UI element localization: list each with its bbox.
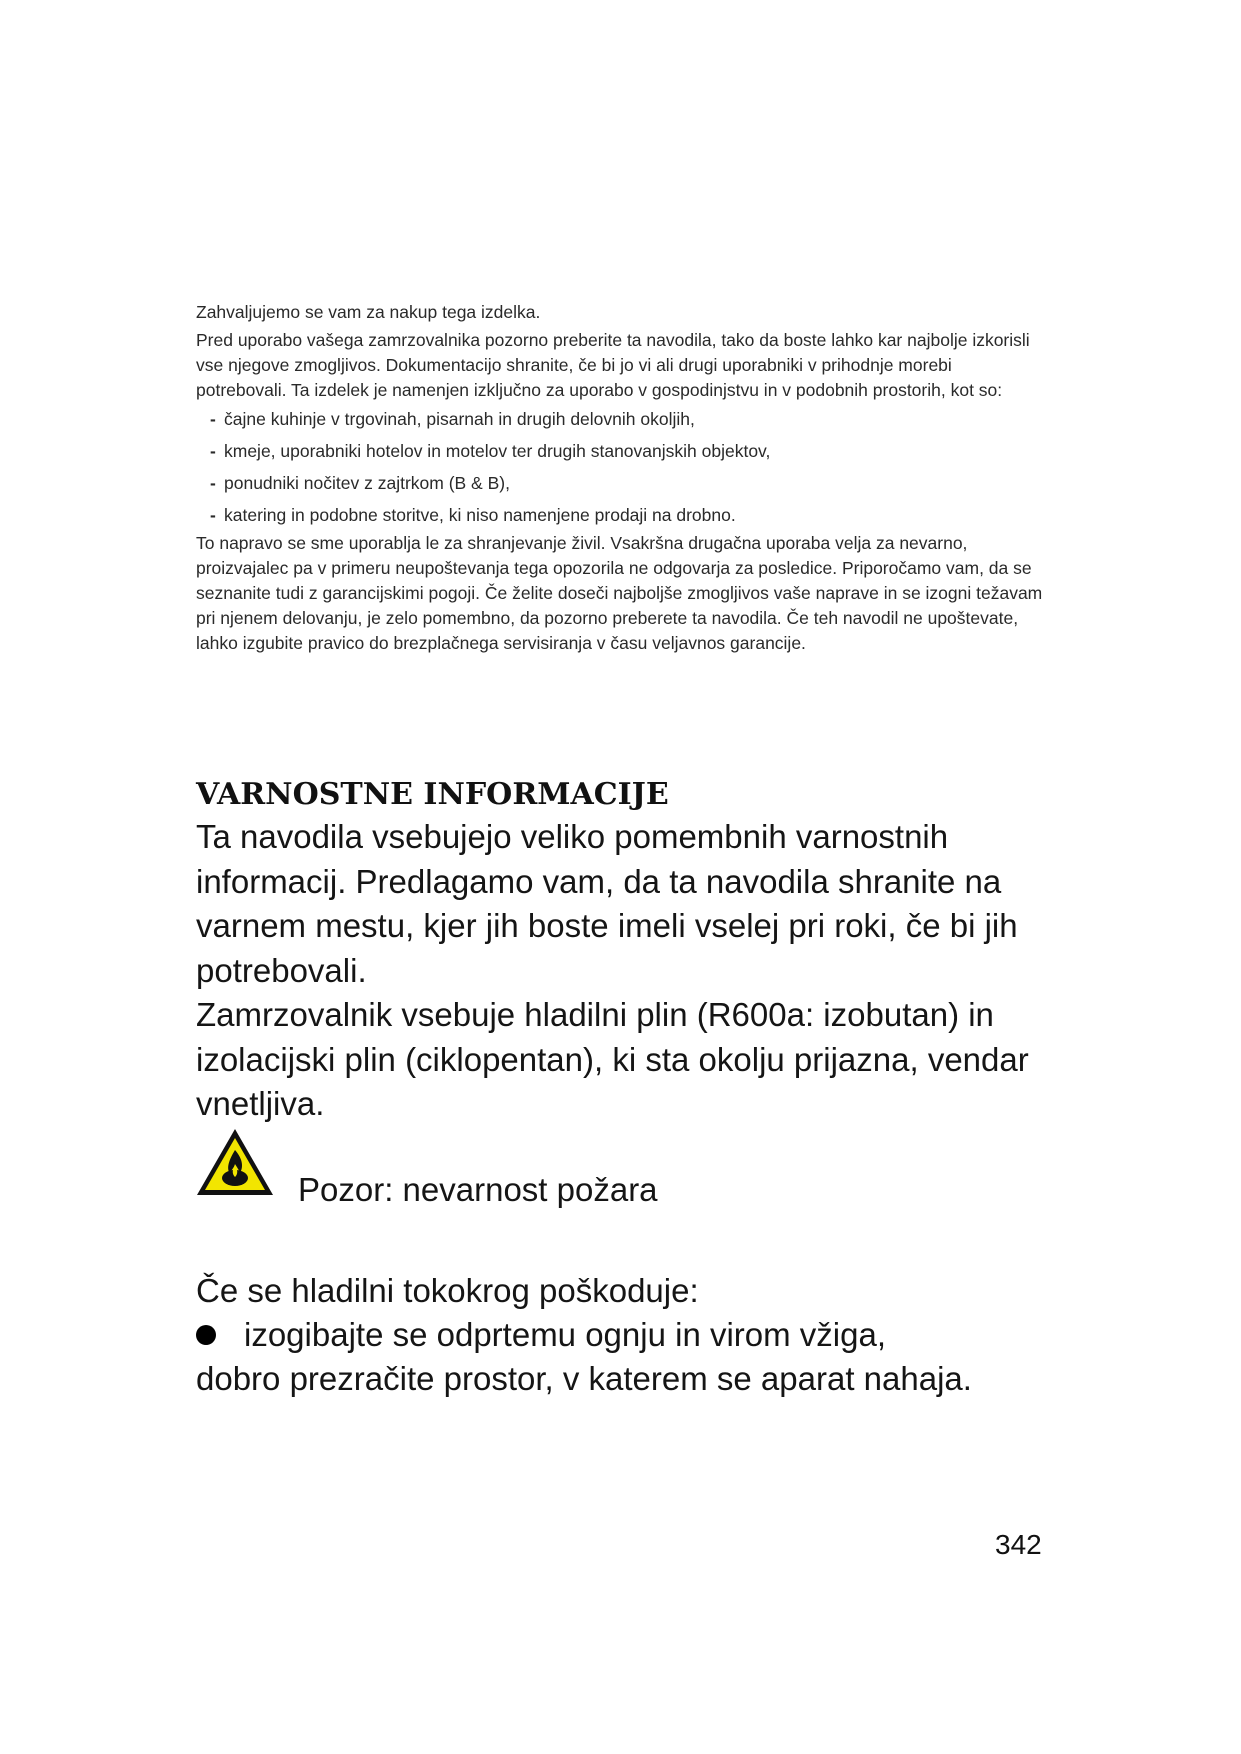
last-line-text: dobro prezračite prostor, v katerem se aparat nahaja.	[196, 1360, 972, 1397]
intro-paragraph-2: To napravo se sme uporablja le za shranjevanje živil. Vsakršna drugačna uporaba velja za nevarno, proizvajalec pa v primeru neupoštevanja tega opozorila ne odgovarja za posledice. Priporočamo vam, da se seznanite tudi z garancijskimi pogoji. Če želite doseči najboljše zmogljivos vaše naprave in se izogni težavam pri njenem delovanju, je zelo pomembno, da pozorno preberete ta navodila. Če teh navodil ne upoštevate, lahko izgubite pravico do brezplačnega servisiranja v času veljavnos garancije.	[196, 533, 1043, 653]
list-item: - ponudniki nočitev z zajtrkom (B & B),	[210, 473, 510, 493]
page-number: 342	[995, 1529, 1042, 1560]
black-dot-icon	[196, 1325, 216, 1345]
intro-section	[196, 300, 1046, 656]
condition-text: Če se hladilni tokokrog poškoduje:	[196, 1272, 699, 1309]
bullet-text: izogibajte se odprtemu ognju in virom vžiga,	[244, 1316, 887, 1353]
safety-paragraph-2: Zamrzovalnik vsebuje hladilni plin (R600a: izobutan) in izolacijski plin (ciklopentan), ki sta okolju prijazna, vendar vnetljiva.	[196, 996, 1029, 1122]
intro-bullet-list	[196, 403, 1046, 531]
list-item	[196, 1313, 886, 1358]
fire-hazard-triangle-icon	[194, 1126, 276, 1198]
fire-warning	[194, 1126, 894, 1216]
intro-thanks: Zahvaljujemo se vam za nakup tega izdelka.	[196, 302, 541, 322]
safety-paragraph-1: Ta navodila vsebujejo veliko pomembnih varnostnih informacij. Predlagamo vam, da ta navodila shranite na varnem mestu, kjer jih boste imeli vselej pri roki, če bi jih potrebovali.	[196, 818, 1018, 989]
list-item: - čajne kuhinje v trgovinah, pisarnah in drugih delovnih okoljih,	[210, 409, 695, 429]
list-item: - kmeje, uporabniki hotelov in motelov ter drugih stanovanjskih objektov,	[210, 441, 771, 461]
warning-text: Pozor: nevarnost požara	[298, 1171, 658, 1208]
intro-paragraph-1: Pred uporabo vašega zamrzovalnika pozorno preberite ta navodila, tako da boste lahko kar najbolje izkorisli vse njegove zmogljivos. Dokumentacijo shranite, če bi jo vi ali drugi uporabniki v prihodnje morebi potrebovali. Ta izdelek je namenjen izključno za uporabo v gospodinjstvu in v podobnih prostorih, kot so:	[196, 330, 1030, 400]
list-item: - katering in podobne storitve, ki niso namenjene prodaji na drobno.	[210, 505, 736, 525]
safety-heading: VARNOSTNE INFORMACIJE	[196, 777, 669, 812]
